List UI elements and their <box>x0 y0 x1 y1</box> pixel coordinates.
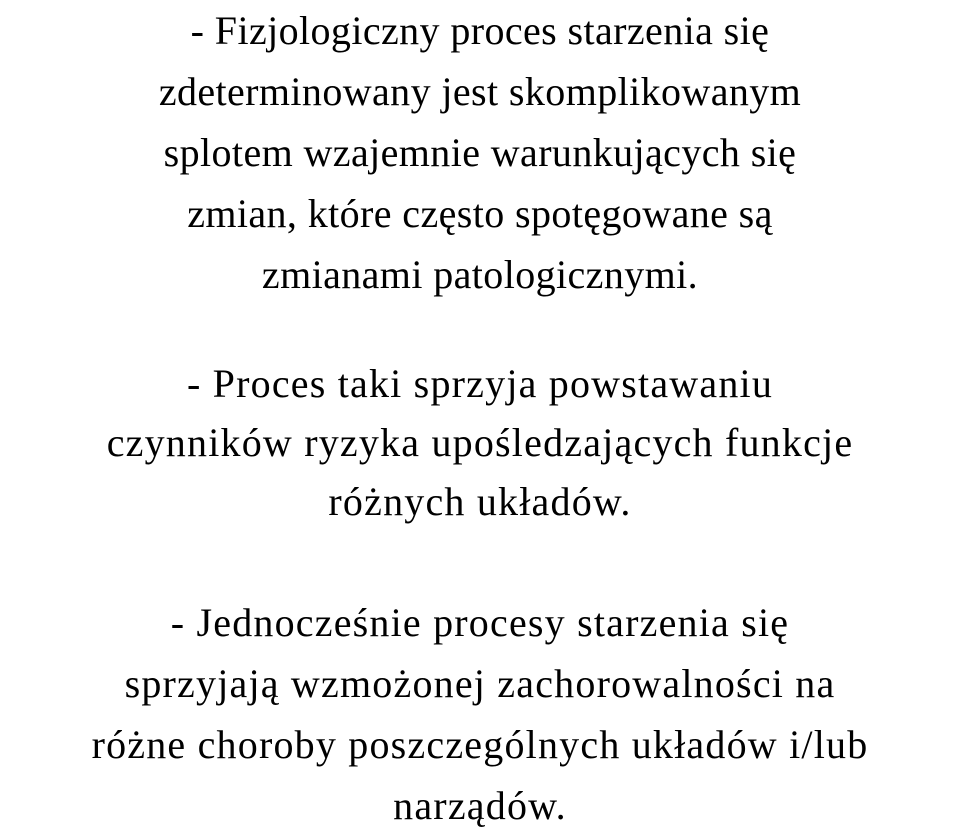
paragraph-2-line-1: - Proces taki sprzyja powstawaniu <box>186 361 774 406</box>
paragraph-1-line-5: zmianami patologicznymi. <box>261 252 699 297</box>
paragraph-2-line-3: różnych układów. <box>328 479 632 524</box>
paragraph-3-line-2: sprzyjają wzmożonej zachorowalności na <box>124 661 836 706</box>
paragraph-3-line-4: narządów. <box>393 783 567 828</box>
paragraph-1 <box>0 0 960 305</box>
paragraph-1-line-3: splotem wzajemnie warunkujących się <box>163 130 797 175</box>
paragraph-2-line-2: czynników ryzyka upośledzających funkcje <box>106 420 854 465</box>
paragraph-1-line-4: zmian, które często spotęgowane są <box>187 191 773 236</box>
paragraph-3-line-1: - Jednocześnie procesy starzenia się <box>170 600 790 645</box>
paragraph-2 <box>0 354 960 531</box>
paragraph-1-line-2: zdeterminowany jest skomplikowanym <box>158 69 802 114</box>
paragraph-3 <box>0 592 960 836</box>
paragraph-1-line-1: - Fizjologiczny proces starzenia się <box>190 8 770 53</box>
paragraph-3-line-3: różne choroby poszczególnych układów i/lub <box>91 722 869 767</box>
